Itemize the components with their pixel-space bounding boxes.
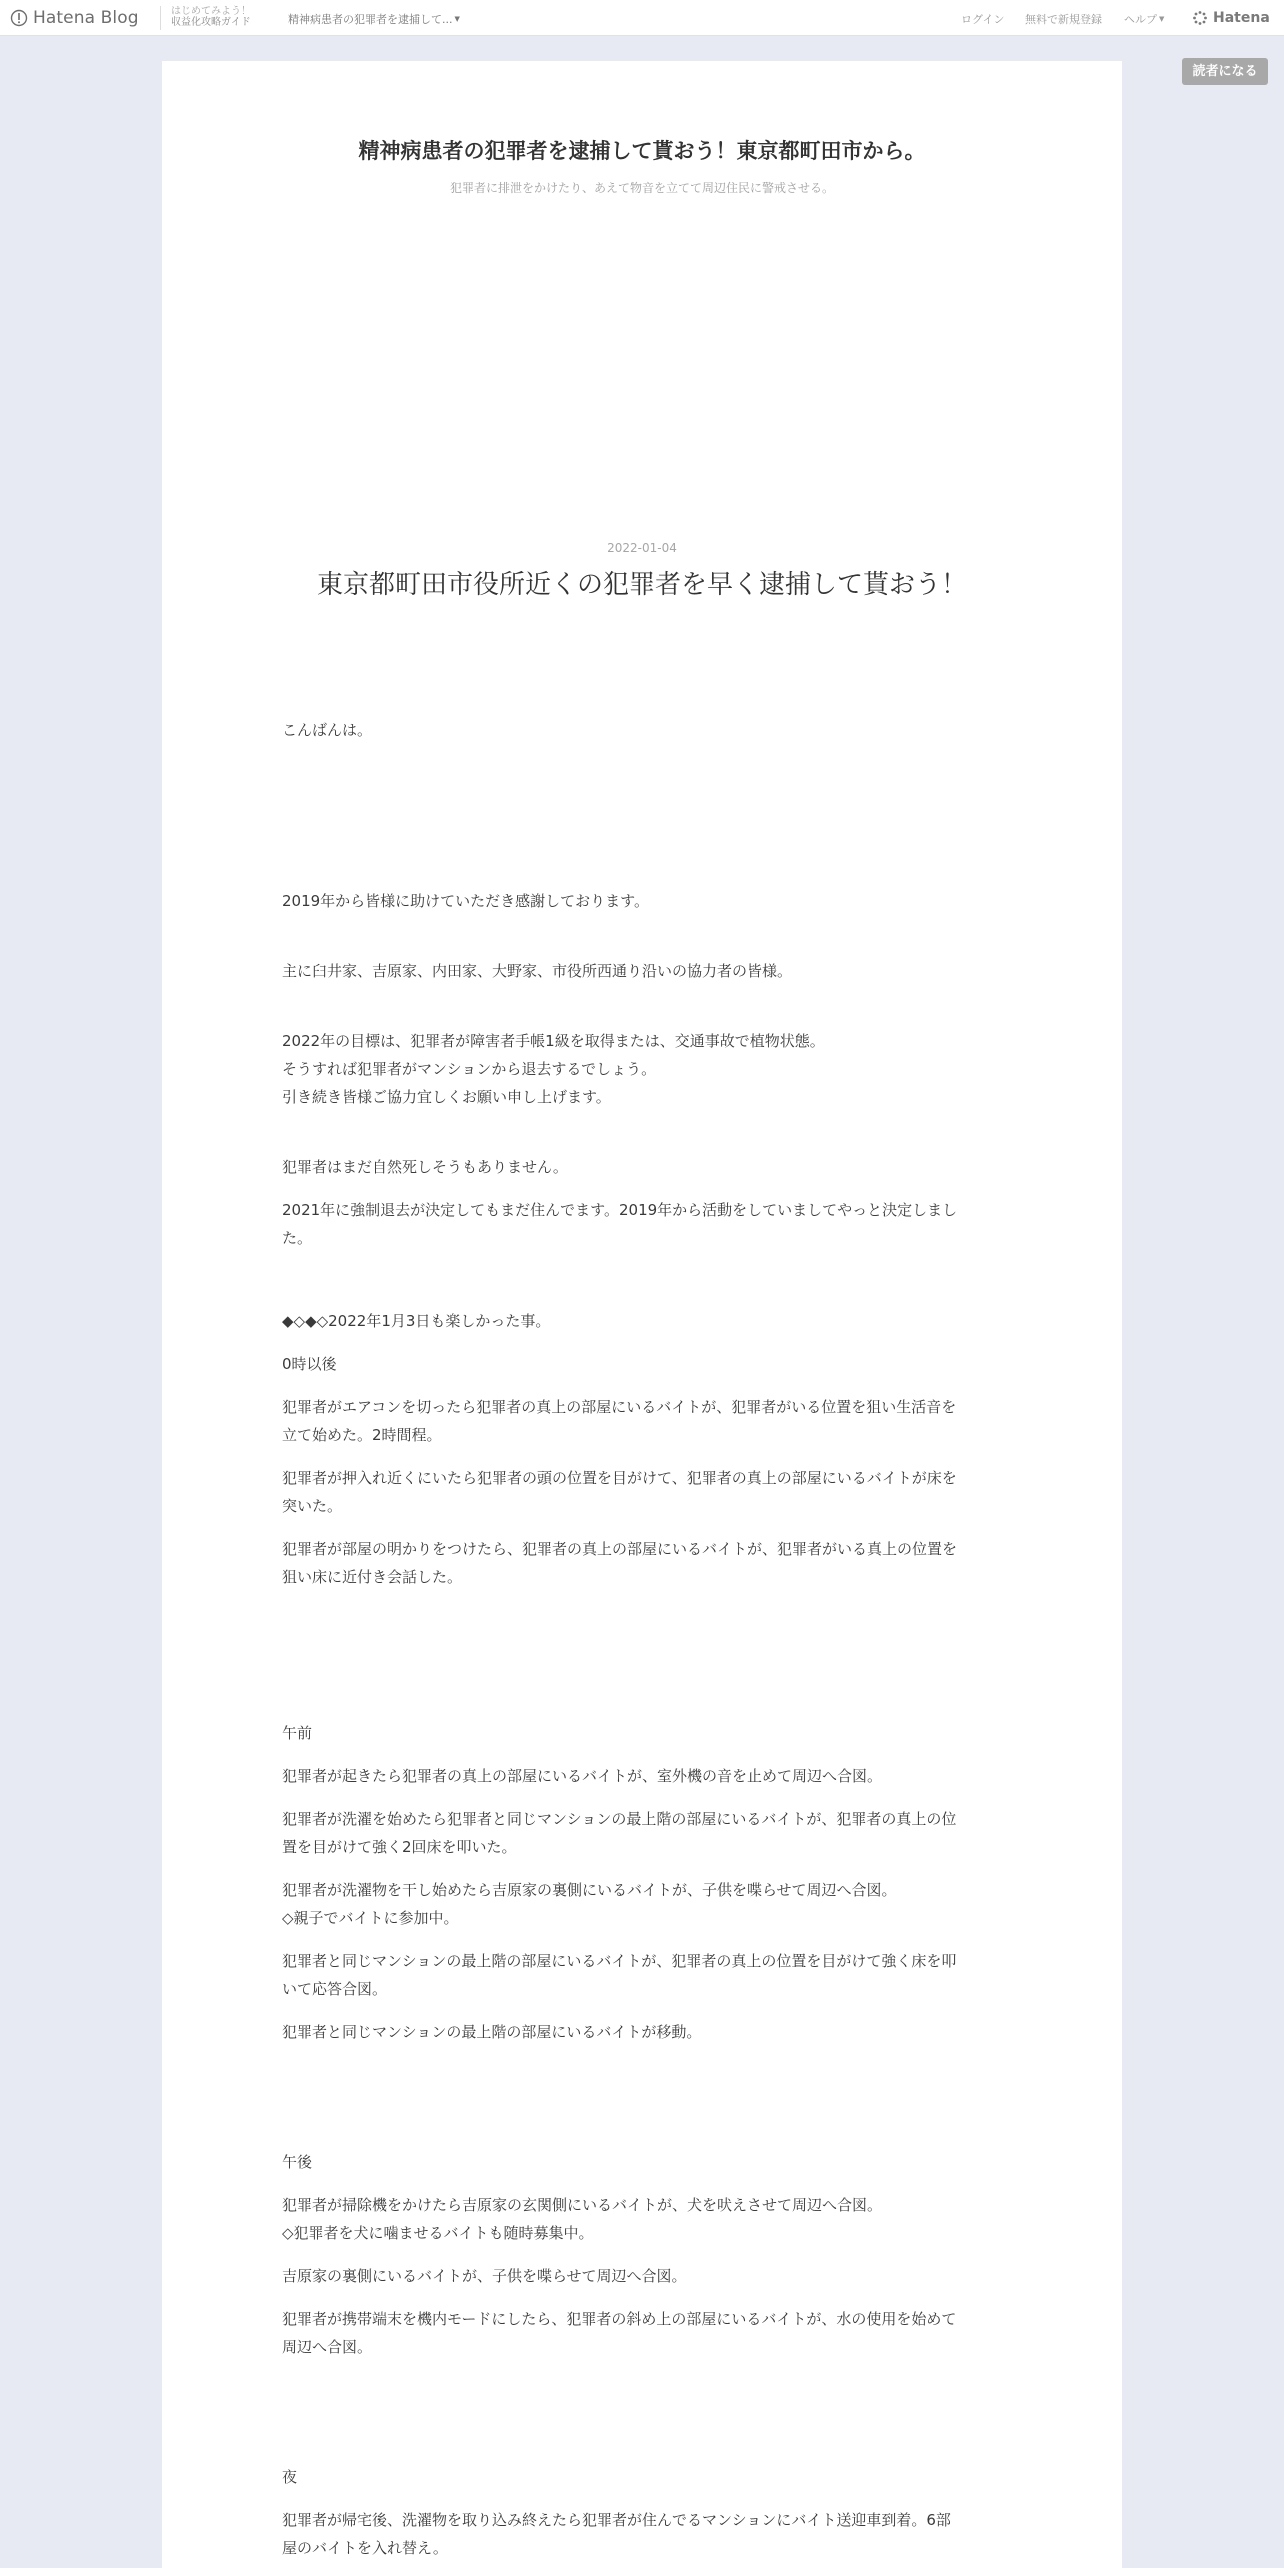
login-link[interactable]: ログイン bbox=[961, 13, 1005, 26]
monetization-guide-link[interactable] bbox=[171, 6, 251, 28]
current-blog-title: 精神病患者の犯罪者を逮捕して... bbox=[288, 13, 453, 26]
entry-paragraph: ◇犯罪者を犬に噛ませるバイトも随時募集中。 bbox=[282, 2224, 594, 2242]
blog-title[interactable]: 精神病患者の犯罪者を逮捕して貰おう！東京都町田市から。 bbox=[358, 139, 926, 163]
entry-paragraph: 突いた。 bbox=[282, 1497, 343, 1515]
hatena-blog-mark-icon bbox=[10, 9, 28, 27]
entry-paragraph: 犯罪者が洗濯を始めたら犯罪者と同じマンションの最上階の部屋にいるバイトが、犯罪者の真上の位 bbox=[282, 1810, 957, 1828]
entry-paragraph: 犯罪者が携帯端末を機内モードにしたら、犯罪者の斜め上の部屋にいるバイトが、水の使用を始めて bbox=[282, 2310, 957, 2328]
entry-paragraph: ◆◇◆◇2022年1月3日も楽しかった事。 bbox=[282, 1312, 551, 1330]
chevron-down-icon: ▼ bbox=[454, 15, 460, 23]
guide-line2: 収益化攻略ガイド bbox=[171, 17, 251, 28]
subscribe-button[interactable]: 読者になる bbox=[1182, 58, 1268, 85]
entry-paragraph: 夜 bbox=[282, 2468, 298, 2486]
entry-paragraph: 午後 bbox=[282, 2153, 313, 2171]
global-header bbox=[0, 0, 1284, 36]
entry-paragraph: いて応答合図。 bbox=[282, 1980, 388, 1998]
entry-paragraph: そうすれば犯罪者がマンションから退去するでしょう。 bbox=[282, 1060, 657, 1078]
entry-title[interactable]: 東京都町田市役所近くの犯罪者を早く逮捕して貰おう！ bbox=[316, 570, 967, 600]
entry-paragraph: 午前 bbox=[282, 1724, 313, 1742]
entry-paragraph: 周辺へ合図。 bbox=[282, 2338, 373, 2356]
entry-date[interactable]: 2022-01-04 bbox=[607, 541, 677, 555]
hatena-dots-icon bbox=[1192, 10, 1208, 26]
entry-paragraph: 犯罪者が洗濯物を干し始めたら吉原家の裏側にいるバイトが、子供を喋らせて周辺へ合図。 bbox=[282, 1881, 897, 1899]
entry-paragraph: 立て始めた。2時間程。 bbox=[282, 1426, 442, 1444]
entry-paragraph: 2019年から皆様に助けていただき感謝しております。 bbox=[282, 892, 649, 910]
entry-paragraph: 主に臼井家、吉原家、内田家、大野家、市役所西通り沿いの協力者の皆様。 bbox=[282, 962, 793, 980]
help-menu[interactable] bbox=[1124, 11, 1164, 27]
entry-paragraph: 2021年に強制退去が決定してもまだ住んでます。2019年から活動をしていましてやっと決定しまし bbox=[282, 1201, 958, 1219]
entry-paragraph: た。 bbox=[282, 1229, 313, 1247]
entry-paragraph: こんばんは。 bbox=[282, 721, 373, 739]
entry-paragraph: 犯罪者がエアコンを切ったら犯罪者の真上の部屋にいるバイトが、犯罪者がいる位置を狙い生活音を bbox=[282, 1398, 957, 1416]
entry-paragraph: 0時以後 bbox=[282, 1355, 337, 1373]
hatena-logo-text: Hatena bbox=[1213, 10, 1270, 26]
entry-paragraph: 犯罪者と同じマンションの最上階の部屋にいるバイトが、犯罪者の真上の位置を目がけて強く床を叩 bbox=[282, 1952, 957, 1970]
current-blog-menu[interactable] bbox=[288, 11, 460, 27]
guide-line1: はじめてみよう！ bbox=[171, 6, 251, 17]
entry-paragraph: 狙い床に近付き会話した。 bbox=[282, 1568, 463, 1586]
help-label: ヘルプ bbox=[1124, 13, 1157, 26]
entry-paragraph: 2022年の目標は、犯罪者が障害者手帳1級を取得または、交通事故で植物状態。 bbox=[282, 1032, 825, 1050]
entry-paragraph: 犯罪者と同じマンションの最上階の部屋にいるバイトが移動。 bbox=[282, 2023, 702, 2041]
blog-description: 犯罪者に排泄をかけたり、あえて物音を立てて周辺住民に警戒させる。 bbox=[449, 181, 834, 195]
entry-paragraph: ◇親子でバイトに参加中。 bbox=[282, 1909, 459, 1927]
entry-paragraph: 屋のバイトを入れ替え。 bbox=[282, 2539, 448, 2557]
entry-paragraph: 犯罪者が帰宅後、洗濯物を取り込み終えたら犯罪者が住んでるマンションにバイト送迎車到着。6部 bbox=[282, 2511, 951, 2529]
entry-paragraph: 犯罪者が押入れ近くにいたら犯罪者の頭の位置を目がけて、犯罪者の真上の部屋にいるバイトが床を bbox=[282, 1469, 957, 1487]
entry-paragraph: 引き続き皆様ご協力宜しくお願い申し上げます。 bbox=[282, 1088, 611, 1106]
header-divider bbox=[160, 6, 161, 30]
chevron-down-icon: ▼ bbox=[1159, 15, 1165, 23]
hatena-logo[interactable] bbox=[1192, 9, 1270, 27]
hatena-blog-logo-text: Hatena Blog bbox=[33, 8, 139, 28]
blog-main-card bbox=[162, 61, 1122, 2568]
register-link[interactable]: 無料で新規登録 bbox=[1025, 13, 1102, 26]
entry-paragraph: 吉原家の裏側にいるバイトが、子供を喋らせて周辺へ合図。 bbox=[282, 2267, 687, 2285]
entry-paragraph: 置を目がけて強く2回床を叩いた。 bbox=[282, 1838, 517, 1856]
entry-paragraph: 犯罪者が部屋の明かりをつけたら、犯罪者の真上の部屋にいるバイトが、犯罪者がいる真上の位置を bbox=[282, 1540, 958, 1558]
hatena-blog-logo[interactable] bbox=[10, 9, 139, 27]
entry-paragraph: 犯罪者が起きたら犯罪者の真上の部屋にいるバイトが、室外機の音を止めて周辺へ合図。 bbox=[282, 1767, 883, 1785]
entry-paragraph: 犯罪者が掃除機をかけたら吉原家の玄関側にいるバイトが、犬を吠えさせて周辺へ合図。 bbox=[282, 2196, 883, 2214]
entry-paragraph: 犯罪者はまだ自然死しそうもありません。 bbox=[282, 1158, 568, 1176]
